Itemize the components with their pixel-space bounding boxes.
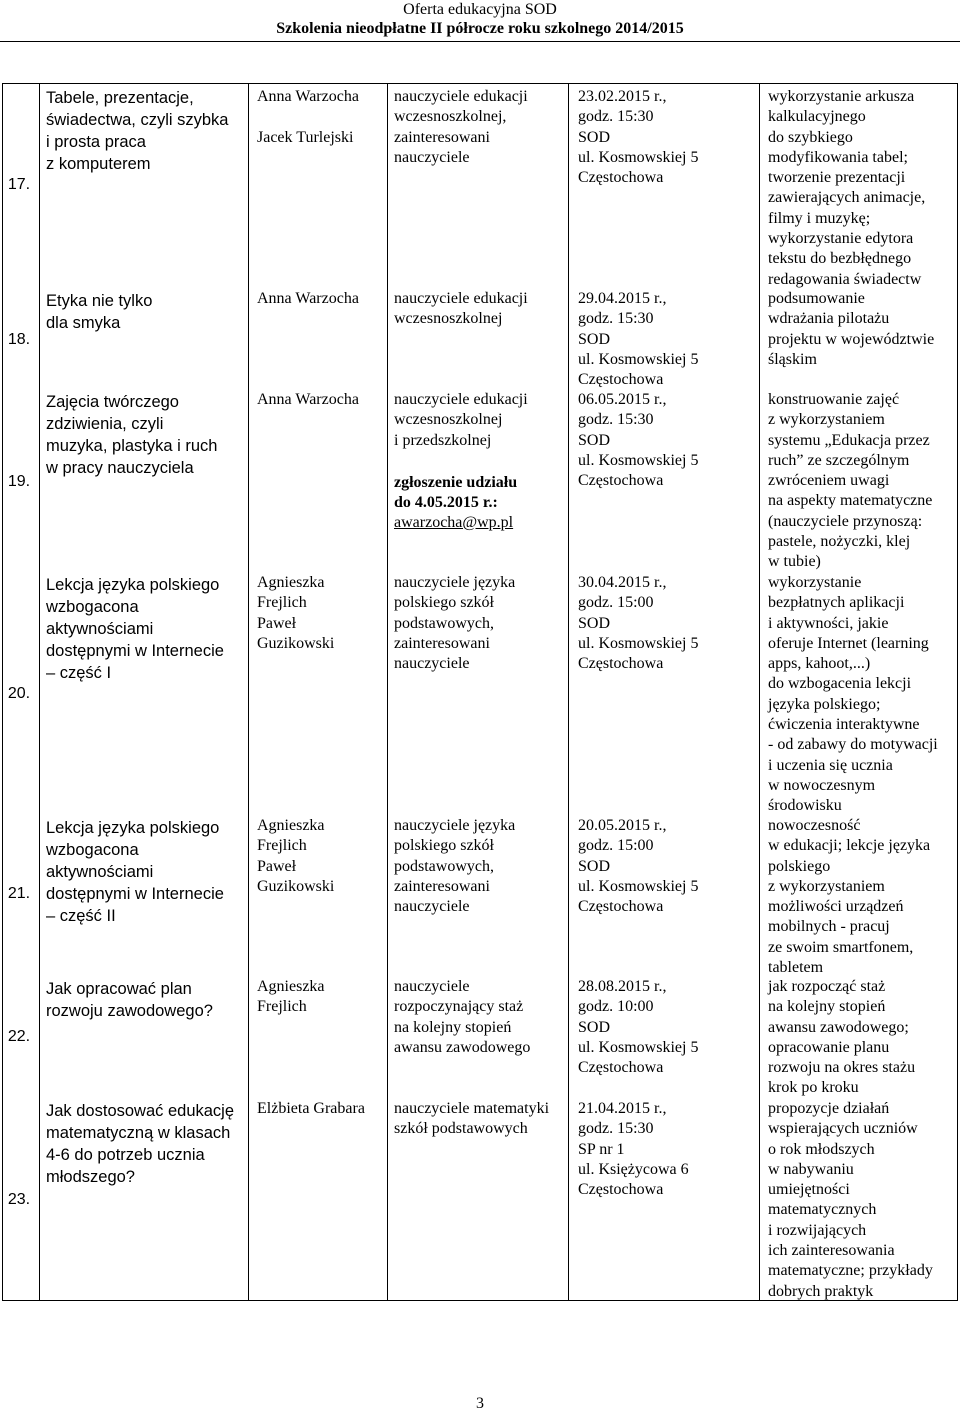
row-number: 21. bbox=[7, 885, 31, 902]
training-content: nowoczesność w edukacji; lekcje języka polskiego z wykorzystaniem możliwości urządzeń mobilnych - pracuj ze swoim smartfonem, tabletem bbox=[768, 817, 931, 977]
trainer-names: Anna Warzocha bbox=[257, 391, 359, 408]
row-number: 23. bbox=[7, 1191, 31, 1208]
training-content: podsumowanie wdrażania pilotażu projektu w województwie śląskim bbox=[768, 290, 935, 368]
training-title: Lekcja języka polskiego wzbogacona aktywnościami dostępnymi w Internecie – część I bbox=[46, 576, 224, 682]
date-place: 21.04.2015 r., godz. 15:30 SP nr 1 ul. Księżycowa 6 Częstochowa bbox=[578, 1100, 689, 1199]
training-content: propozycje działań wspierających uczniów o rok młodszych w nabywaniu umiejętności matematycznych i rozwijających ich zainteresowania matematyczne; przykłady dobrych praktyk bbox=[768, 1100, 933, 1300]
trainer-names: Agnieszka Frejlich Paweł Guzikowski bbox=[257, 817, 335, 895]
row-number: 22. bbox=[7, 1028, 31, 1045]
training-content: jak rozpocząć staż na kolejny stopień awansu zawodowego; opracowanie planu rozwoju na okres stażu krok po kroku bbox=[768, 978, 916, 1097]
trainer-names: Agnieszka Frejlich bbox=[257, 978, 325, 1016]
column-divider bbox=[759, 84, 760, 1300]
training-title: Zajęcia twórczego zdziwienia, czyli muzyka, plastyka i ruch w pracy nauczyciela bbox=[46, 393, 218, 477]
column-divider bbox=[568, 84, 569, 1300]
date-place: 20.05.2015 r., godz. 15:00 SOD ul. Kosmowskiej 5 Częstochowa bbox=[578, 817, 699, 916]
target-audience: nauczyciele matematyki szkół podstawowych bbox=[394, 1100, 550, 1138]
target-audience: nauczyciele rozpoczynający staż na kolejny stopień awansu zawodowego bbox=[394, 978, 531, 1056]
target-audience: nauczyciele edukacji wczesnoszkolnej, zainteresowani nauczyciele bbox=[394, 88, 528, 166]
target-audience: nauczyciele edukacji wczesnoszkolnej bbox=[394, 290, 528, 328]
date-place: 28.08.2015 r., godz. 10:00 SOD ul. Kosmowskiej 5 Częstochowa bbox=[578, 978, 699, 1077]
row-number: 20. bbox=[7, 685, 31, 702]
column-divider bbox=[39, 84, 40, 1300]
date-place: 30.04.2015 r., godz. 15:00 SOD ul. Kosmowskiej 5 Częstochowa bbox=[578, 574, 699, 673]
training-title: Jak dostosować edukację matematyczną w klasach 4-6 do potrzeb ucznia młodszego? bbox=[46, 1102, 235, 1186]
trainer-names: Elżbieta Grabara bbox=[257, 1100, 365, 1117]
training-title: Etyka nie tylko dla smyka bbox=[46, 292, 153, 332]
target-audience: nauczyciele języka polskiego szkół podstawowych, zainteresowani nauczyciele bbox=[394, 574, 516, 673]
date-place: 06.05.2015 r., godz. 15:30 SOD ul. Kosmowskiej 5 Częstochowa bbox=[578, 391, 699, 490]
date-place: 23.02.2015 r., godz. 15:30 SOD ul. Kosmowskiej 5 Częstochowa bbox=[578, 88, 699, 187]
date-place: 29.04.2015 r., godz. 15:30 SOD ul. Kosmowskiej 5 Częstochowa bbox=[578, 290, 699, 389]
column-divider bbox=[248, 84, 249, 1300]
training-content: wykorzystanie bezpłatnych aplikacji i aktywności, jakie oferuje Internet (learning apps, kahoot,...) do wzbogacenia lekcji języka polskiego; ćwiczenia interaktywne - od zabawy do motywacji i uczenia się ucznia w nowoczesnym środowisku bbox=[768, 574, 938, 815]
row-number: 18. bbox=[7, 331, 31, 348]
training-title: Lekcja języka polskiego wzbogacona aktywnościami dostępnymi w Internecie – część II bbox=[46, 819, 224, 925]
row-number: 19. bbox=[7, 473, 31, 490]
training-title: Jak opracować plan rozwoju zawodowego? bbox=[46, 980, 213, 1020]
training-content: wykorzystanie arkusza kalkulacyjnego do szybkiego modyfikowania tabel; tworzenie prezentacji zawierających animacje, filmy i muzykę; wykorzystanie edytora tekstu do bezbłędnego redagowania świadectw bbox=[768, 88, 926, 288]
page-number: 3 bbox=[476, 1395, 484, 1412]
header-subtitle: Szkolenia nieodpłatne II półrocze roku szkolnego 2014/2015 bbox=[276, 20, 684, 37]
training-title: Tabele, prezentacje, świadectwa, czyli szybka i prosta praca z komputerem bbox=[46, 89, 229, 173]
column-divider bbox=[387, 84, 388, 1300]
trainer-names: Agnieszka Frejlich Paweł Guzikowski bbox=[257, 574, 335, 652]
target-audience: nauczyciele języka polskiego szkół podstawowych, zainteresowani nauczyciele bbox=[394, 817, 516, 916]
header-title: Oferta edukacyjna SOD bbox=[403, 1, 557, 18]
trainer-names: Anna Warzocha bbox=[257, 290, 359, 307]
signup-note: zgłoszenie udziału do 4.05.2015 r.: bbox=[394, 474, 518, 512]
training-content: konstruowanie zajęć z wykorzystaniem systemu „Edukacja przez ruch” ze szczególnym zwróceniem uwagi na aspekty matematyczne (nauczyciele przynoszą: pastele, nożyczki, klej w tubie) bbox=[768, 391, 933, 571]
row-number: 17. bbox=[7, 176, 31, 193]
target-audience: nauczyciele edukacji wczesnoszkolnej i przedszkolnej bbox=[394, 391, 528, 449]
signup-email-link[interactable]: awarzocha@wp.pl bbox=[394, 514, 514, 531]
header-rule bbox=[0, 41, 960, 42]
trainer-names: Anna Warzocha Jacek Turlejski bbox=[257, 88, 359, 146]
